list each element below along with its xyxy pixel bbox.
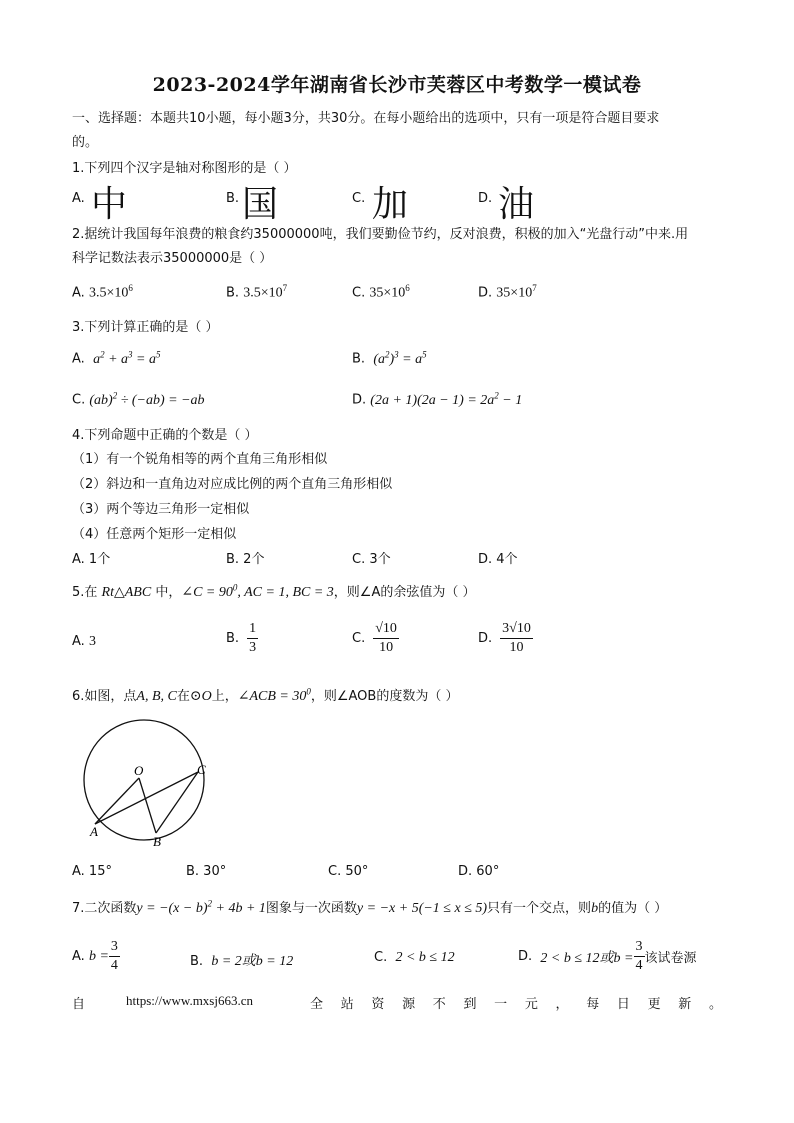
q2-option-label-b: B. — [226, 285, 240, 301]
q7-option-a — [72, 938, 120, 975]
q2-option-a — [72, 283, 133, 301]
q5-option-label-a: A. — [72, 634, 85, 649]
q7-d-den: 4 — [635, 958, 643, 973]
q4-item-2: （2）斜边和一直角边对应成比例的两个直角三角形相似 — [72, 477, 393, 492]
q6-circle-shape — [84, 720, 204, 840]
q5-option-label-b: B. — [226, 631, 240, 646]
q3-b-e2: 3 — [394, 349, 399, 359]
q5-option-label-c: C. — [352, 631, 366, 646]
q5-option-value-a: 3 — [88, 634, 96, 649]
q7-option-b-text: b = 2或b = 12 — [211, 954, 294, 969]
q5-b-num: 1 — [247, 620, 258, 639]
q3-option-c — [72, 390, 205, 409]
q5-option-c — [352, 620, 399, 657]
q7-option-d — [518, 938, 697, 975]
q5-d-den: 10 — [509, 640, 524, 655]
q1-option-label-a: A. — [72, 191, 85, 206]
q3-option-label-d: D. — [352, 392, 367, 408]
q5-cond2: , AC = 1, BC = 3 — [237, 585, 334, 600]
footer-char: 不 — [432, 997, 446, 1012]
q2-option-b — [226, 283, 287, 301]
q2-stem-line2: 科学记数法表示35000000是（ ） — [72, 251, 273, 266]
q6-segment-ac — [95, 772, 198, 824]
q1-option-char-b: 国 — [242, 184, 279, 225]
q2-option-label-c: C. — [352, 285, 366, 301]
q3-option-label-a: A. — [72, 351, 85, 367]
q6-label-c: C — [197, 762, 206, 777]
q5-c-num: √10 — [373, 620, 399, 639]
section-heading-line2: 的。 — [72, 135, 99, 150]
q3-b-e1: 2 — [385, 349, 390, 359]
q3-a-t3: = a — [132, 351, 156, 367]
footer-char: 站 — [340, 997, 354, 1012]
q7-stem — [72, 897, 667, 917]
q7-d-num: 3 — [634, 938, 645, 957]
q7-f1b: + 4b + 1 — [212, 901, 266, 916]
footer-char: 。 — [708, 997, 722, 1012]
q7-option-d-tail: 该试卷源 — [644, 951, 697, 966]
q7-option-a-pre: b = — [88, 948, 109, 964]
q3-b-t3: = a — [398, 351, 423, 367]
q6-stem-a: 6.如图，点 — [72, 689, 137, 704]
footer-char: 日 — [616, 997, 630, 1012]
q1-stem: 1.下列四个汉字是轴对称图形的是（ ） — [72, 161, 297, 176]
q7-stem-c: 只有一个交点，则 — [487, 901, 592, 916]
q2-option-exp-a: 6 — [128, 283, 133, 293]
q3-c-t1: (ab) — [89, 392, 113, 408]
q2-stem-line1: 2.据统计我国每年浪费的粮食约35000000吨，我们要勤俭节约，反对浪费，积极的加入“光盘行动”中来.用 — [72, 227, 689, 242]
q5-d-num: 3√10 — [500, 620, 533, 639]
q7-f1-exp: 2 — [207, 898, 212, 909]
footer-char: 每 — [586, 997, 600, 1012]
q7-option-label-a: A. — [72, 949, 85, 964]
q6-segment-oa — [95, 778, 139, 824]
footer-notice — [310, 993, 722, 1012]
footer-start: 自 — [72, 997, 86, 1012]
q3-option-a — [72, 349, 160, 368]
q5-stem-a: 5.在 — [72, 585, 98, 600]
q1-option-label-d: D. — [478, 191, 493, 206]
footer-char: 源 — [402, 997, 416, 1012]
q5-option-b — [226, 620, 258, 657]
q4-item-3: （3）两个等边三角形一定相似 — [72, 502, 250, 517]
q6-stem-d: ，则∠AOB的度数为（ ） — [310, 689, 459, 704]
q7-stem-d: 的值为（ ） — [598, 901, 668, 916]
q7-option-c-text: 2 < b ≤ 12 — [395, 950, 455, 965]
q5-option-label-d: D. — [478, 631, 493, 646]
q3-option-d — [352, 390, 522, 409]
q7-option-d-text: 2 < b ≤ 12或b = — [540, 950, 634, 966]
footer-char: 到 — [463, 997, 477, 1012]
q7-f1: y = −(x − b) — [136, 901, 208, 916]
q7-option-frac-d — [634, 938, 645, 975]
q5-stem — [72, 581, 475, 601]
q3-b-e3: 5 — [422, 349, 427, 359]
q6-segment-bc — [156, 772, 198, 833]
q5-stem-c: ，则∠A的余弦值为（ ） — [333, 585, 476, 600]
q6-stem-c: 上， — [211, 689, 238, 704]
q3-a-e1: 2 — [100, 349, 105, 359]
q7-stem-b: 图象与一次函数 — [265, 901, 357, 916]
q6-deg: 0 — [306, 686, 311, 697]
q5-cond: ∠C = 90 — [181, 585, 233, 600]
q5-option-a — [72, 634, 96, 650]
q3-option-label-c: C. — [72, 392, 86, 408]
footer-char: 更 — [647, 997, 661, 1012]
q2-option-label-d: D. — [478, 285, 493, 301]
q7-a-den: 4 — [110, 958, 118, 973]
q3-a-e2: 3 — [128, 349, 133, 359]
q5-triangle: Rt△ABC — [101, 585, 152, 600]
q7-option-label-d: D. — [518, 949, 533, 964]
q2-option-value-d: 35×10 — [496, 285, 533, 301]
footer-url-link[interactable]: https://www.mxsj663.cn — [126, 993, 253, 1008]
q3-stem: 3.下列计算正确的是（ ） — [72, 320, 219, 335]
q6-option-c: C. 50° — [328, 864, 369, 879]
q1-option-char-c: 加 — [372, 184, 409, 225]
q2-option-value-c: 35×10 — [369, 285, 406, 301]
q5-deg: 0 — [232, 582, 238, 593]
q7-f2: y = −x + 5(−1 ≤ x ≤ 5) — [356, 901, 488, 916]
q3-option-label-b: B. — [352, 351, 366, 367]
q5-option-frac-b — [247, 620, 258, 657]
q2-option-exp-c: 6 — [405, 283, 410, 293]
q7-option-label-c: C. — [374, 950, 388, 965]
q4-item-1: （1）有一个锐角相等的两个直角三角形相似 — [72, 452, 328, 467]
q4-option-c: C. 3个 — [352, 552, 391, 567]
q5-stem-b: 中， — [155, 585, 182, 600]
q7-option-c — [374, 950, 455, 966]
q2-option-d — [478, 283, 537, 301]
q4-option-a: A. 1个 — [72, 552, 111, 567]
footer-char: 资 — [371, 997, 385, 1012]
q3-option-b — [352, 349, 427, 368]
q2-option-c — [352, 283, 410, 301]
q6-segment-ob — [139, 778, 156, 833]
q6-points: A, B, C — [136, 689, 177, 704]
q7-option-b — [190, 950, 293, 970]
q2-option-value-b: 3.5×10 — [243, 285, 283, 301]
q6-circle: ⊙O — [189, 689, 212, 704]
q5-option-d — [478, 620, 533, 657]
q6-stem-b: 在 — [176, 689, 190, 704]
q4-option-b: B. 2个 — [226, 552, 265, 567]
q5-option-frac-c — [373, 620, 399, 657]
q6-cond: ∠ACB = 30 — [237, 689, 307, 704]
q3-a-e3: 5 — [155, 349, 161, 359]
q4-option-d: D. 4个 — [478, 552, 518, 567]
q7-option-frac-a — [109, 938, 120, 975]
q3-d-e1: 2 — [494, 390, 499, 400]
footer-char: 元 — [524, 997, 538, 1012]
q2-option-exp-b: 7 — [282, 283, 288, 293]
q1-option-label-b: B. — [226, 191, 240, 206]
q7-option-label-b: B. — [190, 954, 204, 969]
q2-option-value-a: 3.5×10 — [88, 285, 129, 301]
q5-c-den: 10 — [379, 640, 394, 655]
q6-circle-figure — [72, 718, 222, 856]
footer-char: 全 — [310, 997, 324, 1012]
section-heading-line1: 一、选择题：本题共10小题，每小题3分，共30分。在每小题给出的选项中，只有一项是符合题目要求 — [72, 111, 660, 126]
q2-option-label-a: A. — [72, 285, 85, 301]
q3-b-t1: (a — [373, 351, 385, 367]
q3-a-t2: + a — [104, 351, 129, 367]
q4-stem: 4.下列命题中正确的个数是（ ） — [72, 428, 258, 443]
q5-option-frac-d — [500, 620, 533, 657]
q7-stem-a: 7.二次函数 — [72, 901, 137, 916]
q3-c-t2: ÷ (−ab) = −ab — [117, 392, 205, 408]
q6-stem — [72, 685, 458, 705]
page-title: 2023-2024学年湖南省长沙市芙蓉区中考数学一模试卷 — [152, 74, 642, 96]
q6-option-a: A. 15° — [72, 864, 112, 879]
q2-option-exp-d: 7 — [532, 283, 537, 293]
footer-char: ， — [555, 997, 569, 1012]
q3-c-e1: 2 — [112, 390, 118, 400]
q6-label-b: B — [153, 834, 161, 849]
q3-d-t1: (2a + 1)(2a − 1) = 2a — [370, 392, 495, 408]
q6-option-b: B. 30° — [186, 864, 227, 879]
q6-option-d: D. 60° — [458, 864, 500, 879]
q7-var: b — [591, 901, 599, 916]
q3-d-t2: − 1 — [498, 392, 523, 408]
q1-option-char-a: 中 — [91, 184, 128, 225]
q1-option-label-c: C. — [352, 191, 366, 206]
q3-b-t2: ) — [389, 351, 395, 367]
q4-item-4: （4）任意两个矩形一定相似 — [72, 527, 237, 542]
q1-option-char-d: 油 — [498, 184, 535, 225]
footer-char: 一 — [494, 997, 508, 1012]
q5-b-den: 3 — [249, 640, 257, 655]
q6-label-o: O — [134, 763, 144, 778]
q6-label-a: A — [90, 824, 98, 839]
footer-char: 新 — [678, 997, 692, 1012]
q7-a-num: 3 — [109, 938, 120, 957]
q3-a-t1: a — [93, 351, 101, 367]
